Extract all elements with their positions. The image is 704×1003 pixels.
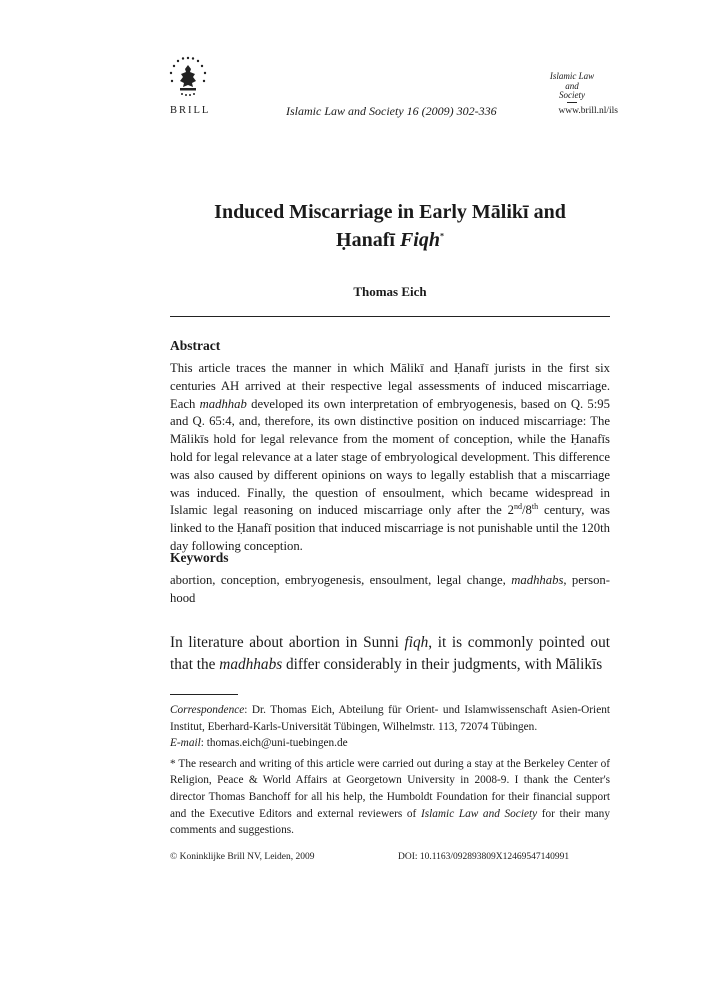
title-divider [170, 316, 610, 317]
body-em: madhhabs [219, 656, 283, 673]
body-em: fiqh [404, 634, 429, 651]
copyright-notice: © Koninklijke Brill NV, Leiden, 2009 [170, 852, 315, 862]
doi-identifier[interactable]: DOI: 10.1163/092893809X12469547140991 [398, 852, 570, 862]
abstract-em: madhhab [199, 396, 247, 411]
keywords-heading: Keywords [170, 550, 229, 565]
journal-mark-line: Islamic Law [549, 71, 595, 81]
journal-citation: Islamic Law and Society 16 (2009) 302-336 [286, 104, 497, 118]
abstract-sup: nd [513, 502, 522, 512]
body-part: , it is commonly pointed out that the [170, 634, 610, 673]
title-line-1: Induced Miscarriage in Early Mālikī and [214, 201, 566, 223]
email-label: E-mail [170, 737, 201, 750]
journal-mark-line: Society [559, 90, 585, 100]
footnotes [170, 702, 610, 843]
abstract-part: This article traces the manner in which Mālikī and Ḥanafī jurists in the first six centuries AH arrived at their respective legal assessments of induced miscarriage. Each [170, 361, 610, 411]
footnote-divider [170, 694, 238, 695]
keywords-part: , person-hood [170, 573, 610, 605]
keywords-text [170, 572, 610, 608]
author-name: Thomas Eich [353, 284, 427, 299]
journal-url[interactable]: www.brill.nl/ils [558, 106, 618, 116]
body-part: In literature about abortion in Sunni [170, 634, 405, 651]
abstract-text [170, 360, 610, 556]
abstract-heading: Abstract [170, 338, 221, 353]
acknowledgement-part: for their many comments and suggestions. [170, 807, 610, 837]
correspondence-note [170, 702, 610, 752]
keywords-em: madhhabs [511, 573, 564, 587]
brill-logo-icon [168, 56, 208, 100]
body-paragraph [170, 632, 610, 676]
journal-mark-line: and [565, 80, 579, 91]
abstract-part: century, was linked to the Ḥanafī position that induced miscarriage is not punishable until the 120th day following conception. [170, 503, 610, 553]
abstract-part: /8 [521, 503, 532, 518]
title-italic: Fiqh [399, 229, 440, 251]
body-part: differ considerably in their judgments, with Mālikīs [282, 656, 603, 673]
email-text[interactable]: : thomas.eich@uni-tuebingen.de [200, 737, 348, 750]
journal-mark-dash [567, 102, 577, 103]
abstract-sup: th [531, 502, 539, 512]
acknowledgement-note [170, 756, 610, 839]
title-line-2 [170, 226, 610, 254]
journal-mark [528, 72, 616, 103]
title-footnote-mark: * [439, 231, 444, 241]
correspondence-label: Correspondence [170, 704, 245, 716]
correspondence-text: : Dr. Thomas Eich, Abteilung für Orient- und Islamwissenschaft Asien-Orient Institut, Eberhard-Karls-Universität Tübingen, Wilhelmstr. 113, 72074 Tübingen. [170, 704, 610, 733]
title-plain: Ḥanafī [336, 229, 400, 251]
acknowledgement-em: Islamic Law and Society [420, 807, 538, 820]
article-title [170, 198, 610, 254]
keywords-part: abortion, conception, embryogenesis, ensoulment, legal change, [170, 573, 512, 587]
abstract-part: developed its own interpretation of embryogenesis, based on Q. 5:95 and Q. 65:4, and, therefore, its own distinctive position on induced miscarriage: The Mālikīs hold for legal relevance from the moment of conception, while the Ḥanafīs hold for legal relevance at a later stage of embryological development. This difference was also caused by different opinions on ways to legally establish that a miscarriage was induced. Finally, the question of ensoulment, which became widespread in Islamic legal reasoning on induced miscarriage only after the 2 [170, 396, 610, 518]
publisher-name: BRILL [170, 105, 211, 116]
acknowledgement-part: * The research and writing of this article were carried out during a stay at the Berkeley Center of Religion, Peace & World Affairs at Georgetown University in 2008-9. I thank the Center's director Thomas Banchoff for all his help, the Humboldt Foundation for their financial support and the Executive Editors and external reviewers of [170, 757, 610, 820]
